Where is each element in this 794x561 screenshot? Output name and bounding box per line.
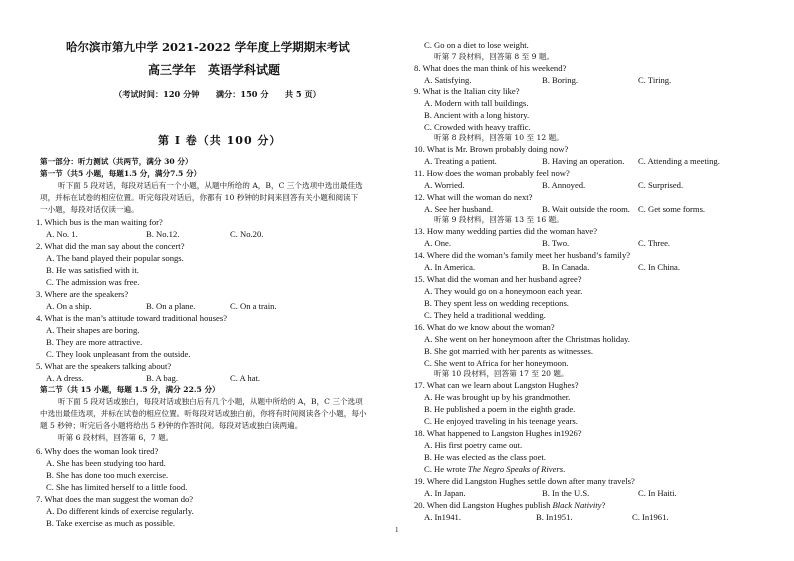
option-a: A. He was brought up by his grandmother.: [424, 392, 571, 402]
listening-note: 听第 10 段材料，回答第 17 至 20 题。: [434, 369, 569, 378]
option-c: C. In China.: [638, 262, 681, 272]
option-c: C. They held a traditional wedding.: [424, 310, 546, 320]
option-c: C. On a train.: [230, 301, 277, 311]
option-c: C. No.20.: [230, 229, 264, 239]
school-title: 哈尔滨市第九中学 2021-2022 学年度上学期期末考试: [66, 40, 350, 54]
option-b: B. Having an operation.: [542, 156, 625, 166]
option-c: C. Get some forms.: [638, 204, 706, 214]
option-a: A. In America.: [424, 262, 476, 272]
option-c: C. She went to Africa for her honeymoon.: [424, 358, 569, 368]
option-a: A. Treating a patient.: [424, 156, 497, 166]
subject-title: 高三学年 英语学科试题: [148, 63, 281, 77]
sec1-instruction: 听下面 5 段对话，每段对话后有一个小题，从题中所给的 A，B，C 三个选项中选出最佳选: [58, 181, 363, 190]
option-a: A. See her husband.: [424, 204, 493, 214]
question-stem: 8. What does the man think of his weekend?: [414, 63, 567, 73]
option-b: B. In Canada.: [542, 262, 590, 272]
option-c: C. She has limited herself to a little food.: [46, 482, 188, 492]
option-c: C. In1961.: [632, 512, 669, 522]
question-stem: 4. What is the man’s attitude toward traditional houses?: [36, 313, 228, 323]
question-stem: 5. What are the speakers talking about?: [36, 361, 172, 371]
question-stem: 11. How does the woman probably feel now?: [414, 168, 570, 178]
option-c: C. Go on a diet to lose weight.: [424, 40, 529, 50]
sec1-instruction: 项，并标在试卷的相应位置。听完每段对话后，你都有 10 秒钟的时间来回答有关小题和阅读下: [40, 193, 359, 202]
option-b: B. He published a poem in the eighth grade.: [424, 404, 576, 414]
option-a: A. His first poetry came out.: [424, 440, 523, 450]
sec2-instruction: 听下面 5 段对话或独白，每段对话或独白后有几个小题，从题中所给的 A，B，C 三个选项: [58, 397, 363, 406]
option-b: B. Two.: [542, 238, 570, 248]
option-c: C. The admission was free.: [46, 277, 140, 287]
option-c: C. A hat.: [230, 373, 261, 383]
option-c: C. He enjoyed traveling in his teenage years.: [424, 416, 578, 426]
option-a: A. The band played their popular songs.: [46, 253, 184, 263]
option-c: C. In Haiti.: [638, 488, 677, 498]
option-c: C. Three.: [638, 238, 671, 248]
listening-note: 听第 9 段材料，回答第 13 至 16 题。: [434, 215, 564, 224]
question-stem: 12. What will the woman do next?: [414, 192, 533, 202]
option-c: C. He wrote The Negro Speaks of Rivers.: [424, 464, 566, 474]
question-stem: 7. What does the man suggest the woman do?: [36, 494, 194, 504]
option-b: B. In the U.S.: [542, 488, 590, 498]
listening-note: 听第 7 段材料，回答第 8 至 9 题。: [434, 52, 555, 61]
question-stem: 13. How many wedding parties did the woman have?: [414, 226, 598, 236]
sec2-instruction: 题 5 秒钟；听完后各小题将给出 5 秒钟的作答时间。每段对话或独白读两遍。: [40, 421, 303, 430]
option-a: A. She went on her honeymoon after the Christmas holiday.: [424, 334, 630, 344]
question-stem: 9. What is the Italian city like?: [414, 86, 520, 96]
question-stem: 18. What happened to Langston Hughes in1926?: [414, 428, 582, 438]
sec1-heading: 第一节（共5 小题，每题1.5 分，满分7.5 分）: [40, 169, 202, 178]
question-stem: 19. Where did Langston Hughes settle down after many travels?: [414, 476, 635, 486]
option-a: A. In1941.: [424, 512, 461, 522]
option-b: B. Boring.: [542, 75, 579, 85]
question-stem: 1. Which bus is the man waiting for?: [36, 217, 163, 227]
question-stem: 3. Where are the speakers?: [36, 289, 129, 299]
question-stem: 2. What did the man say about the concert?: [36, 241, 185, 251]
question-stem: 14. Where did the woman’s family meet her husband’s family?: [414, 250, 631, 260]
question-stem: 6. Why does the woman look tired?: [36, 446, 159, 456]
exam-info: （考试时间：120 分钟 满分：150 分 共 5 页）: [114, 89, 321, 99]
option-b: B. She got married with her parents as witnesses.: [424, 346, 593, 356]
option-b: B. Take exercise as much as possible.: [46, 518, 176, 528]
option-b: B. On a plane.: [146, 301, 196, 311]
option-b: B. They spent less on wedding receptions.: [424, 298, 569, 308]
option-b: B. He was satisfied with it.: [46, 265, 139, 275]
volume-title: 第 Ⅰ 卷（共 100 分）: [158, 134, 282, 147]
option-b: B. Ancient with a long history.: [424, 110, 530, 120]
option-b: B. Wait outside the room.: [542, 204, 630, 214]
option-a: A. One.: [424, 238, 451, 248]
sec2-instruction: 中选出最佳选项，并标在试卷的相应位置。听每段对话或独白前，你将有时间阅读各个小题，每小: [40, 409, 367, 418]
option-a: A. They would go on a honeymoon each year.: [424, 286, 583, 296]
option-b: B. No.12.: [146, 229, 180, 239]
option-a: A. Do different kinds of exercise regularly.: [46, 506, 194, 516]
work-title: Black Nativity: [552, 500, 602, 510]
option-a: A. On a ship.: [46, 301, 92, 311]
option-a: A. Worried.: [424, 180, 465, 190]
option-a: A. No. 1.: [46, 229, 78, 239]
listening-note: 听第 6 段材料，回答第 6，7 题。: [58, 433, 174, 442]
option-b: B. A bag.: [146, 373, 178, 383]
sec1-instruction: 一小题，每段对话仅读一遍。: [40, 205, 139, 214]
option-b: B. She has done too much exercise.: [46, 470, 169, 480]
option-a: A. A dress.: [46, 373, 84, 383]
option-c: C. Surprised.: [638, 180, 684, 190]
option-a: A. Satisfying.: [424, 75, 472, 85]
option-c: C. Tiring.: [638, 75, 672, 85]
option-a: A. She has been studying too hard.: [46, 458, 166, 468]
option-c: C. Attending a meeting.: [638, 156, 720, 166]
question-stem: 17. What can we learn about Langston Hughes?: [414, 380, 579, 390]
page-number: 1: [395, 526, 399, 534]
poem-title: The Negro Speaks of Rivers: [467, 464, 564, 474]
option-b: B. In1951.: [536, 512, 573, 522]
option-c: C. They look unpleasant from the outside.: [46, 349, 191, 359]
listening-note: 听第 8 段材料，回答第 10 至 12 题。: [434, 133, 564, 142]
question-stem: 10. What is Mr. Brown probably doing now?: [414, 144, 569, 154]
option-a: A. Their shapes are boring.: [46, 325, 140, 335]
question-stem: 20. When did Langston Hughes publish Black Nativity?: [414, 500, 606, 510]
option-c: C. Crowded with heavy traffic.: [424, 122, 531, 132]
question-stem: 15. What did the woman and her husband agree?: [414, 274, 582, 284]
question-stem: 16. What do we know about the woman?: [414, 322, 555, 332]
option-b: B. He was elected as the class poet.: [424, 452, 546, 462]
option-a: A. In Japan.: [424, 488, 466, 498]
option-b: B. They are more attractive.: [46, 337, 143, 347]
part1-heading: 第一部分：听力测试（共两节，满分 30 分）: [40, 157, 193, 166]
sec2-heading: 第二节（共 15 小题，每题 1.5 分，满分 22.5 分）: [40, 385, 220, 394]
option-b: B. Annoyed.: [542, 180, 586, 190]
option-a: A. Modern with tall buildings.: [424, 98, 529, 108]
